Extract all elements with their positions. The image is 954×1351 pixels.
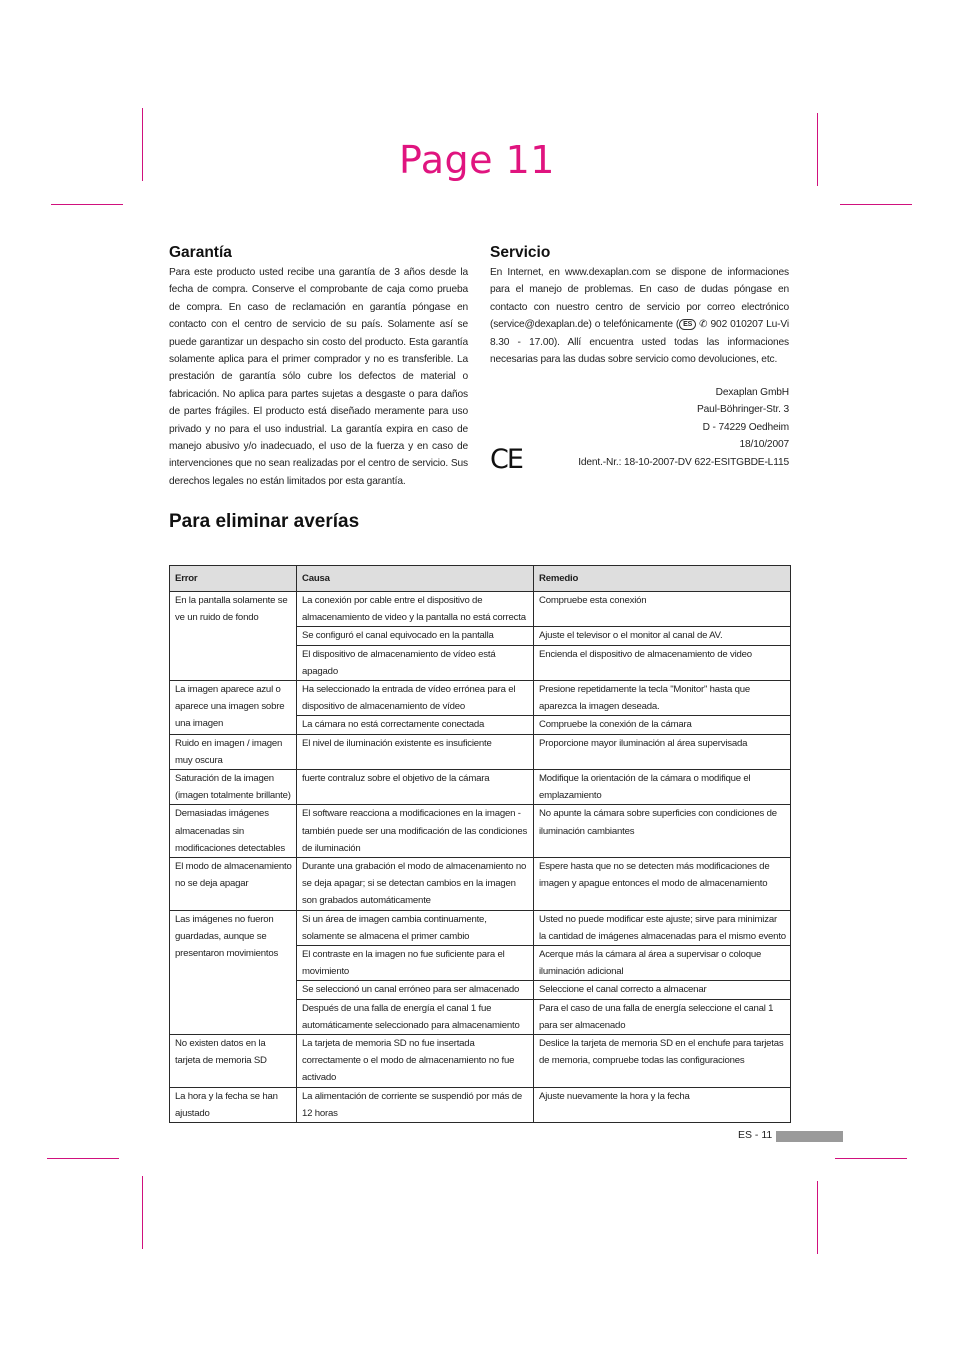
error-cell: La imagen aparece azul o aparece una imagen sobre una imagen: [170, 681, 297, 735]
cause-cell: El nivel de iluminación existente es insuficiente: [297, 734, 534, 769]
cause-cell: Después de una falla de energía el canal 1 fue automáticamente seleccionado para almacenamiento: [297, 999, 534, 1034]
crop-mark: [817, 1181, 818, 1254]
table-row: [170, 1035, 791, 1088]
service-text: [490, 264, 789, 368]
remedy-cell: Ajuste el televisor o el monitor al canal de AV.: [534, 627, 791, 645]
remedy-cell: Encienda el dispositivo de almacenamiento de video: [534, 645, 791, 680]
error-cell: Saturación de la imagen (imagen totalmente brillante): [170, 770, 297, 805]
company-city: D - 74229 Oedheim: [702, 421, 789, 433]
remedy-cell: Presione repetidamente la tecla "Monitor" hasta que aparezca la imagen deseada.: [534, 681, 791, 716]
cause-cell: La tarjeta de memoria SD no fue insertada correctamente o el modo de almacenamiento no fue activado: [297, 1035, 534, 1088]
crop-mark: [47, 1158, 119, 1159]
remedy-cell: Acerque más la cámara al área a supervisar o coloque iluminación adicional: [534, 946, 791, 981]
error-cell: Ruido en imagen / imagen muy oscura: [170, 734, 297, 769]
cause-cell: El software reacciona a modificaciones en la imagen - también puede ser una modificación de las condiciones de iluminación: [297, 805, 534, 858]
column-header-remedy: Remedio: [534, 566, 791, 592]
troubleshooting-table: [169, 565, 791, 1123]
cause-cell: La alimentación de corriente se suspendió por más de 12 horas: [297, 1087, 534, 1122]
error-cell: La hora y la fecha se han ajustado: [170, 1087, 297, 1122]
cause-cell: La cámara no está correctamente conectada: [297, 716, 534, 734]
service-text-part2: 902 010207 Lu-Vi 8.30 - 17.00). Allí encuentra usted todas las informaciones necesarias para las dudas sobre servicio como devoluciones, etc.: [490, 319, 789, 366]
column-header-cause: Causa: [297, 566, 534, 592]
table-row: [170, 592, 791, 627]
remedy-cell: Proporcione mayor iluminación al área supervisada: [534, 734, 791, 769]
guarantee-text: Para este producto usted recibe una garantía de 3 años desde la fecha de compra. Conserve el comprobante de caja como prueba de compra. En caso de reclamación en garantía póngase en contacto con el centro de servicio de su país. Solamente así se puede garantizar un despacho sin costo del producto. Esta garantía solamente aplica para el primer comprador y no es transferible. La prestación de garantía sólo cubre los defectos de material o fabricación. No aplica para partes sujetas a desgaste o para daños de partes frágiles. El producto está diseñado meramente para uso privado y no para el uso industrial. La garantía expira en caso de manejo abusivo y/o inadecuado, el uso de la fuerza y en caso de intervenciones que no sean realizadas por el centro de servicio. Sus derechos legales no están limitados por esta garantía.: [169, 267, 468, 487]
troubleshooting-heading: Para eliminar averías: [169, 511, 360, 532]
remedy-cell: Modifique la orientación de la cámara o modifique el emplazamiento: [534, 770, 791, 805]
cause-cell: El dispositivo de almacenamiento de vídeo está apagado: [297, 645, 534, 680]
service-heading: Servicio: [490, 244, 551, 261]
cause-cell: Se configuró el canal equivocado en la pantalla: [297, 627, 534, 645]
table-row: [170, 805, 791, 858]
remedy-cell: No apunte la cámara sobre superficies con condiciones de iluminación cambiantes: [534, 805, 791, 858]
error-cell: Las imágenes no fueron guardadas, aunque se presentaron movimientos: [170, 910, 297, 1034]
address-block: [578, 384, 789, 471]
cause-cell: Ha seleccionado la entrada de vídeo errónea para el dispositivo de almacenamiento de vídeo: [297, 681, 534, 716]
table-row: [170, 770, 791, 805]
remedy-cell: Compruebe esta conexión: [534, 592, 791, 627]
crop-mark: [51, 204, 123, 205]
remedy-cell: Ajuste nuevamente la hora y la fecha: [534, 1087, 791, 1122]
error-cell: El modo de almacenamiento no se deja apagar: [170, 858, 297, 911]
cause-cell: Si un área de imagen cambia continuamente, solamente se almacena el primer cambio: [297, 910, 534, 945]
error-cell: Demasiadas imágenes almacenadas sin modificaciones detectables: [170, 805, 297, 858]
crop-mark: [142, 1176, 143, 1249]
cause-cell: Se seleccionó un canal erróneo para ser almacenado: [297, 981, 534, 999]
table-header-row: [170, 566, 791, 592]
service-text-part1: En Internet, en www.dexaplan.com se dispone de informaciones para el manejo de problemas. En caso de dudas póngase en contacto con nuestro centro de servicio por correo electrónico (service@dexaplan.de) o telefónicamente (: [490, 267, 789, 331]
country-badge: ES: [679, 319, 696, 330]
page-number-bar: [776, 1131, 843, 1142]
column-header-error: Error: [170, 566, 297, 592]
phone-icon: ✆: [699, 319, 708, 331]
table-row: [170, 734, 791, 769]
table-row: [170, 1087, 791, 1122]
cause-cell: La conexión por cable entre el dispositivo de almacenamiento de video y la pantalla no está correcta: [297, 592, 534, 627]
crop-mark: [835, 1158, 907, 1159]
crop-mark: [840, 204, 912, 205]
remedy-cell: Para el caso de una falla de energía seleccione el canal 1 para ser almacenado: [534, 999, 791, 1034]
ce-mark-icon: CE: [490, 444, 522, 475]
remedy-cell: Deslice la tarjeta de memoria SD en el enchufe para tarjetas de memoria, compruebe todas las configuraciones: [534, 1035, 791, 1088]
error-cell: En la pantalla solamente se ve un ruido de fondo: [170, 592, 297, 681]
table-row: [170, 681, 791, 716]
company-street: Paul-Böhringer-Str. 3: [697, 404, 789, 416]
table-row: [170, 910, 791, 945]
guarantee-heading: Garantía: [169, 244, 232, 261]
table-row: [170, 858, 791, 911]
cause-cell: El contraste en la imagen no fue suficiente para el movimiento: [297, 946, 534, 981]
cause-cell: Durante una grabación el modo de almacenamiento no se deja apagar; si se detectan cambios en la imagen son grabados automáticamente: [297, 858, 534, 911]
company-name: Dexaplan GmbH: [715, 387, 789, 398]
page-title: Page 11: [399, 138, 555, 182]
error-cell: No existen datos en la tarjeta de memoria SD: [170, 1035, 297, 1088]
remedy-cell: Compruebe la conexión de la cámara: [534, 716, 791, 734]
remedy-cell: Espere hasta que no se detecten más modificaciones de imagen y apague entonces el modo de almacenamiento: [534, 858, 791, 911]
remedy-cell: Seleccione el canal correcto a almacenar: [534, 981, 791, 999]
cause-cell: fuerte contraluz sobre el objetivo de la cámara: [297, 770, 534, 805]
remedy-cell: Usted no puede modificar este ajuste; sirve para minimizar la cantidad de imágenes almacenadas para el mismo evento: [534, 910, 791, 945]
page-number: ES - 11: [738, 1129, 773, 1141]
document-date: 18/10/2007: [739, 439, 789, 451]
ident-number: Ident.-Nr.: 18-10-2007-DV 622-ESITGBDE-L115: [578, 456, 789, 468]
